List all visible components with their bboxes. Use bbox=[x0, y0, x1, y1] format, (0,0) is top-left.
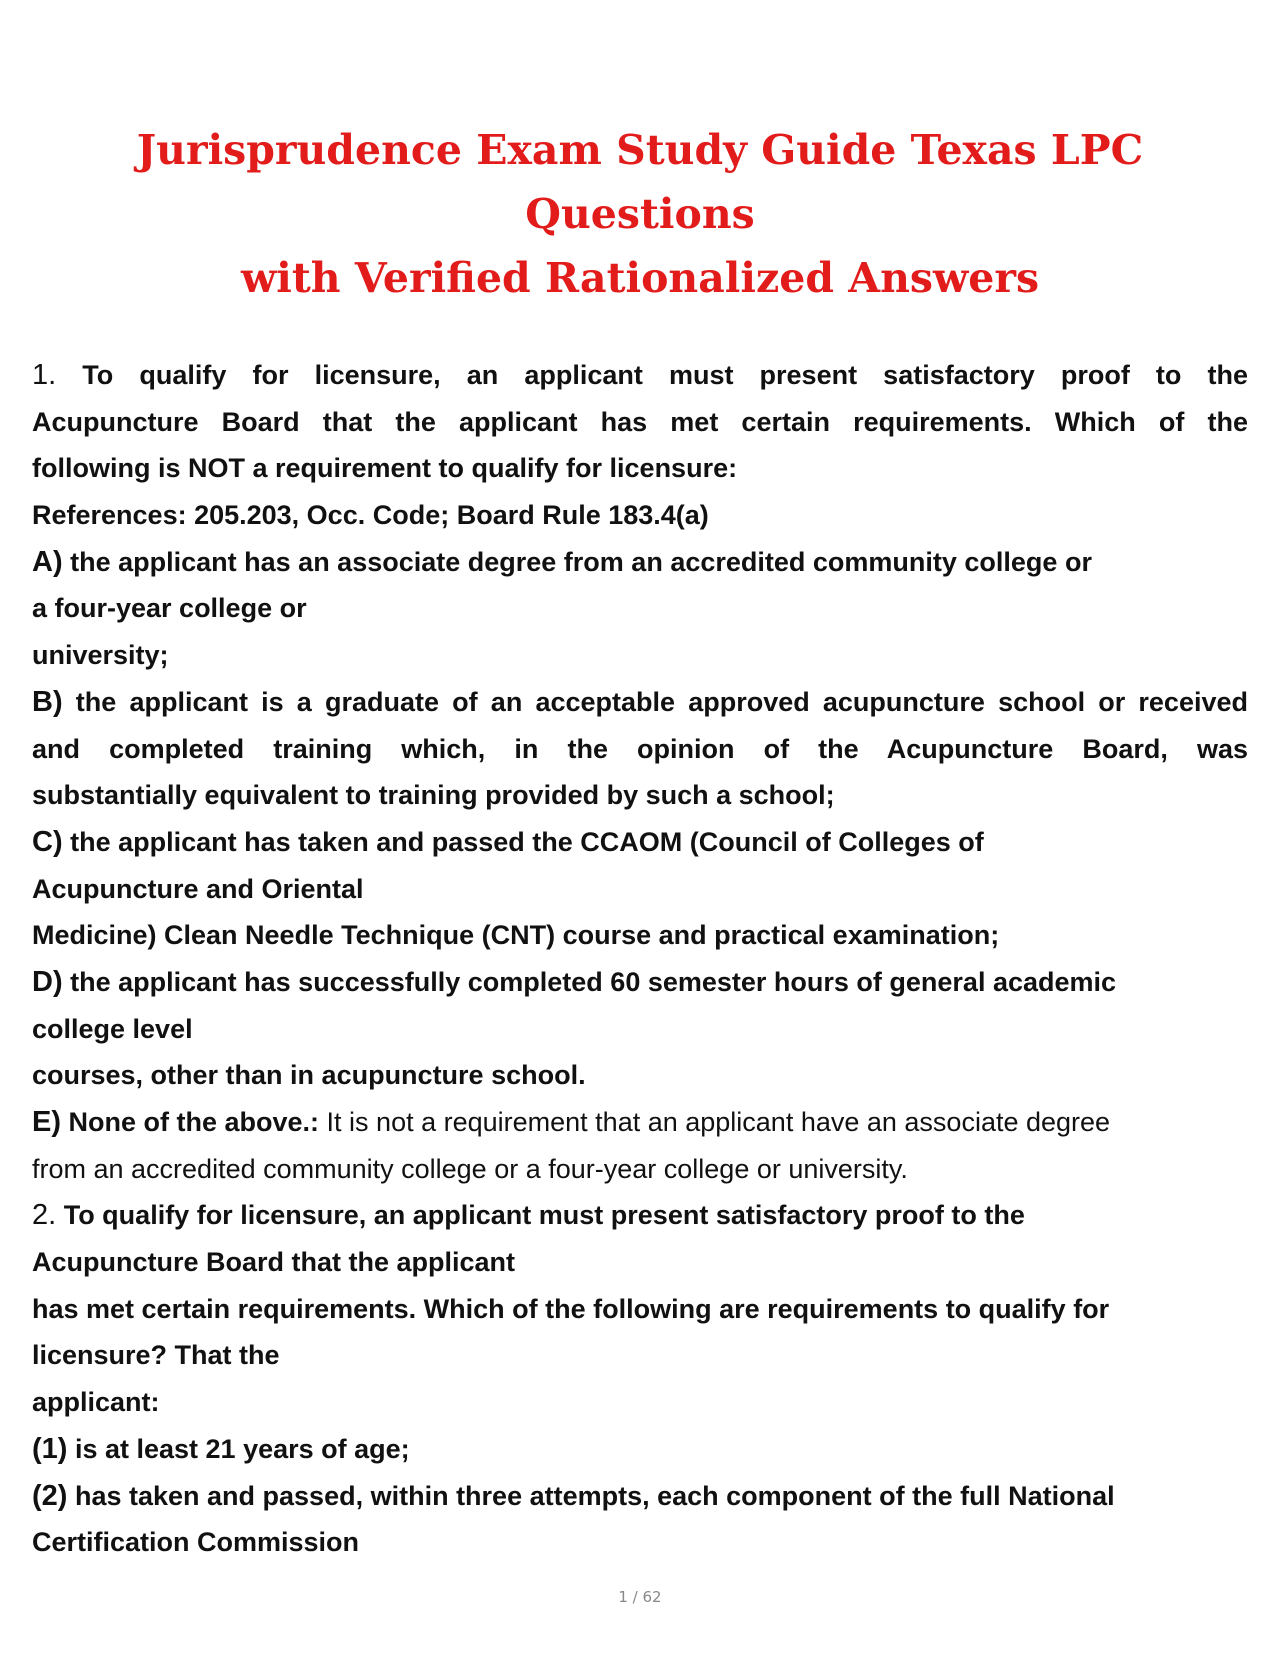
q2-stem-line-2: Acupuncture Board that the applicant bbox=[32, 1247, 516, 1278]
q2-item-2-line-2: Certification Commission bbox=[32, 1527, 360, 1558]
q1-option-e-label: None of the above.: bbox=[68, 1107, 320, 1137]
q1-option-a-line-1 bbox=[32, 539, 1248, 586]
q1-option-c-line-1 bbox=[32, 819, 1248, 866]
q1-option-d-line-3: courses, other than in acupuncture school. bbox=[32, 1060, 586, 1091]
q2-item-1 bbox=[32, 1426, 1248, 1473]
q1-option-a-letter: A) bbox=[32, 545, 63, 578]
q1-stem-line-1 bbox=[32, 352, 1248, 399]
q2-number: 2. bbox=[32, 1199, 57, 1232]
document-title bbox=[60, 118, 1220, 310]
q1-stem-line-3: following is NOT a requirement to qualify for licensure: bbox=[32, 453, 738, 484]
q1-option-e-letter: E) bbox=[32, 1106, 61, 1138]
q1-option-b-line-1 bbox=[32, 679, 1248, 726]
q1-answer-rationale-2: from an accredited community college or a four-year college or university. bbox=[32, 1153, 908, 1184]
q1-option-c-line-2: Acupuncture and Oriental bbox=[32, 873, 364, 904]
q2-item-2-text-1: has taken and passed, within three attempts, each component of the full National bbox=[74, 1480, 1115, 1511]
q2-stem-line-5: applicant: bbox=[32, 1387, 160, 1418]
q1-references: References: 205.203, Occ. Code; Board Rule 183.4(a) bbox=[32, 500, 709, 531]
q1-option-d-line-1 bbox=[32, 959, 1248, 1006]
q1-option-a-text-1: the applicant has an associate degree from an accredited community college or bbox=[70, 546, 1092, 577]
q1-option-a-line-3: university; bbox=[32, 640, 169, 671]
q1-option-b-text-1: the applicant is a graduate of an acceptable approved acupuncture school or received bbox=[75, 686, 1248, 717]
q2-stem-text-1: To qualify for licensure, an applicant must present satisfactory proof to the bbox=[63, 1200, 1025, 1231]
q2-item-1-text: is at least 21 years of age; bbox=[74, 1433, 410, 1464]
title-line-1: Jurisprudence Exam Study Guide Texas LPC Questions bbox=[136, 126, 1144, 238]
q2-stem-line-3: has met certain requirements. Which of the following are requirements to qualify for bbox=[32, 1293, 1110, 1324]
q1-option-b-line-3: substantially equivalent to training provided by such a school; bbox=[32, 780, 835, 811]
q1-option-e-line-1 bbox=[32, 1099, 1248, 1146]
q1-option-c-letter: C) bbox=[32, 825, 63, 858]
title-line-2: with Verified Rationalized Answers bbox=[240, 254, 1040, 302]
document-body bbox=[32, 352, 1248, 1566]
q2-item-1-number: (1) bbox=[32, 1432, 68, 1465]
q1-option-d-line-2: college level bbox=[32, 1013, 193, 1044]
q1-stem-line-2: Acupuncture Board that the applicant has met certain requirements. Which of the bbox=[32, 406, 1248, 437]
q2-stem-line-1 bbox=[32, 1192, 1248, 1239]
page-number: 1 / 62 bbox=[618, 1588, 662, 1606]
q1-option-d-text-1: the applicant has successfully completed 60 semester hours of general academic bbox=[70, 966, 1117, 997]
q1-option-c-text-1: the applicant has taken and passed the CCAOM (Council of Colleges of bbox=[70, 826, 984, 857]
q1-option-c-line-3: Medicine) Clean Needle Technique (CNT) course and practical examination; bbox=[32, 920, 1000, 951]
q1-option-a-line-2: a four-year college or bbox=[32, 593, 307, 624]
q2-item-2-line-1 bbox=[32, 1473, 1248, 1520]
q1-option-b-line-2: and completed training which, in the opinion of the Acupuncture Board, was bbox=[32, 733, 1248, 764]
q1-number: 1. bbox=[32, 359, 57, 391]
q1-option-b-letter: B) bbox=[32, 685, 63, 718]
q2-stem-line-4: licensure? That the bbox=[32, 1340, 280, 1371]
q1-option-d-letter: D) bbox=[32, 965, 63, 998]
q1-answer-rationale-1: It is not a requirement that an applicant have an associate degree bbox=[326, 1107, 1111, 1137]
q2-item-2-number: (2) bbox=[32, 1479, 68, 1512]
q1-stem-text-1: To qualify for licensure, an applicant must present satisfactory proof to the bbox=[82, 360, 1248, 390]
